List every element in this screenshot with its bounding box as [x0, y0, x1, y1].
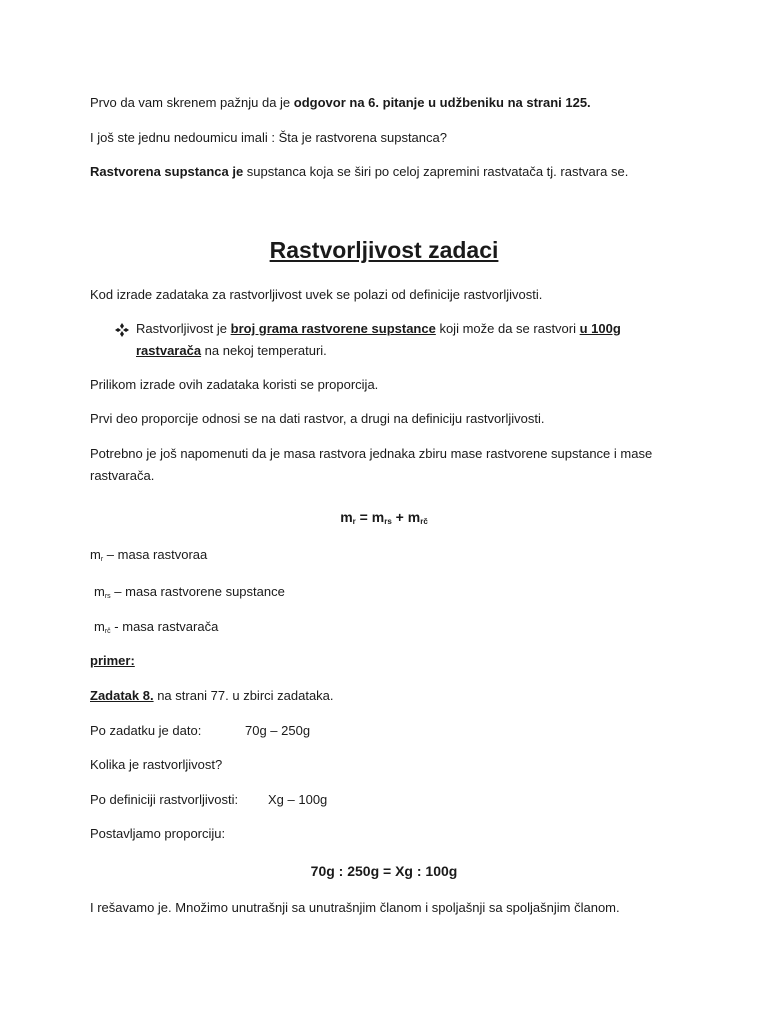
formula-subscript: rs [384, 517, 392, 526]
page-title: Rastvorljivost zadaci [269, 237, 499, 263]
definition-line [90, 789, 658, 811]
definition-text: - masa rastvarača [110, 619, 219, 634]
question-line: Kolika je rastvorljivost? [90, 757, 223, 772]
definition-mrs [94, 581, 658, 608]
subscript: r [100, 556, 104, 563]
text-span: supstanca koja se širi po celoj zapremini rastvatača tj. rastvara se. [243, 164, 629, 179]
formula-subscript: rč [420, 517, 428, 526]
task-label: Zadatak 8. [90, 688, 154, 703]
bold-underlined-text: u 100g rastvarača [136, 321, 621, 358]
formula-symbol: m [407, 509, 421, 525]
formula-symbol: m [371, 509, 385, 525]
solve-line: I rešavamo je. Množimo unutrašnji sa unutrašnjim članom i spoljašnji sa spoljašnjim članom. [90, 900, 620, 915]
intro-paragraph-2: I još ste jednu nedoumicu imali : Šta je rastvorena supstanca? [90, 130, 447, 145]
body-paragraph-1: Kod izrade zadataka za rastvorljivost uvek se polazi od definicije rastvorljivosti. [90, 287, 543, 302]
symbol: m [90, 547, 101, 562]
setup-line: Postavljamo proporciju: [90, 826, 226, 841]
bold-text: Rastvorena supstanca je [90, 164, 244, 179]
bold-text: odgovor na 6. pitanje u udžbeniku na strani 125. [293, 95, 591, 110]
definition-value: Xg – 100g [268, 792, 328, 807]
text-span: na nekoj temperaturi. [201, 343, 327, 358]
symbol: m [94, 619, 105, 634]
body-paragraph-2: Prilikom izrade ovih zadataka koristi se proporcija. [90, 377, 379, 392]
definition-text: – masa rastvoraa [103, 547, 208, 562]
given-value: 70g – 250g [245, 723, 311, 738]
bullet-definition [136, 318, 658, 362]
definition-label: Po definiciji rastvorljivosti: [90, 792, 239, 807]
definition-mrc [94, 616, 658, 643]
text-span: Rastvorljivost je [136, 321, 231, 336]
given-label: Po zadatku je dato: [90, 723, 202, 738]
formula-symbol: m [340, 509, 353, 525]
body-paragraph-3: Prvi deo proporcije odnosi se na dati rastvor, a drugi na definiciju rastvorljivosti. [90, 411, 545, 426]
proportion-formula: 70g : 250g = Xg : 100g [310, 863, 458, 879]
intro-paragraph-1 [90, 92, 658, 114]
subscript: rs [104, 593, 111, 600]
diamond-bullet-icon [114, 322, 130, 338]
symbol: m [94, 584, 105, 599]
body-paragraph-4: Potrebno je još napomenuti da je masa rastvora jednaka zbiru mase rastvorene supstance i mase rastvarača. [90, 446, 653, 483]
mass-formula [0, 506, 768, 533]
formula-operator: + [391, 509, 408, 525]
text-span: na strani 77. u zbirci zadataka. [153, 688, 334, 703]
intro-paragraph-3 [90, 161, 658, 183]
formula-operator: = [355, 509, 372, 525]
primer-label: primer: [90, 653, 135, 668]
subscript: rč [104, 628, 111, 635]
text-span: Prvo da vam skrenem pažnju da je [90, 95, 294, 110]
formula-subscript: r [352, 517, 356, 526]
definition-mr [90, 544, 658, 571]
text-span: koji može da se rastvori [435, 321, 580, 336]
bold-underlined-text: broj grama rastvorene supstance [230, 321, 436, 336]
definition-text: – masa rastvorene supstance [110, 584, 285, 599]
example-heading [90, 650, 658, 672]
given-line [90, 720, 658, 742]
task-line [90, 685, 658, 707]
